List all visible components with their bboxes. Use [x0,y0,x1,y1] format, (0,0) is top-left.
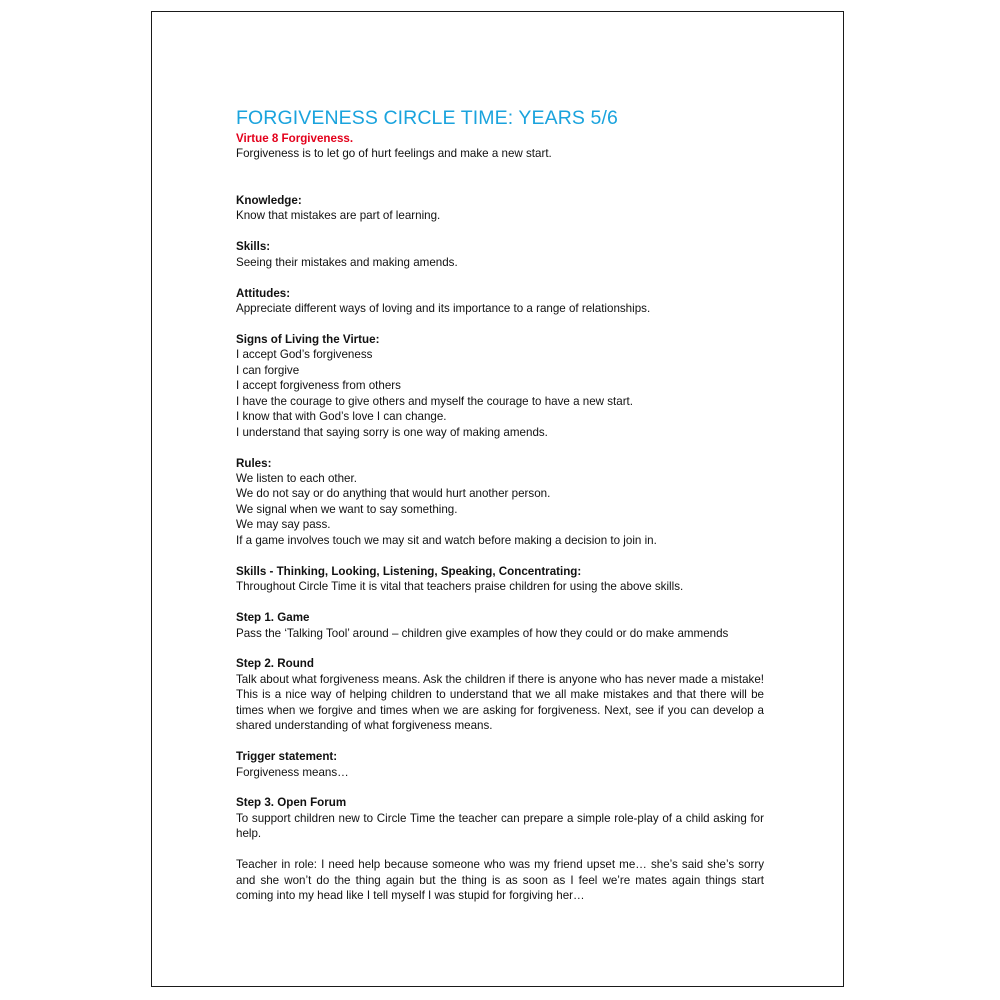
list-item: I know that with God’s love I can change. [236,410,447,424]
section-step-1 [236,610,764,641]
section-line: Appreciate different ways of loving and its importance to a range of relationships. [236,302,651,316]
section-heading: Step 3. Open Forum [236,796,347,810]
section-line: Know that mistakes are part of learning. [236,209,441,223]
section-attitudes [236,286,764,317]
list-item: If a game involves touch we may sit and watch before making a decision to join in. [236,533,657,547]
section-teacher-role [236,857,764,903]
list-item: I accept God’s forgiveness [236,348,373,362]
section-heading: Knowledge: [236,193,302,207]
list-item: I have the courage to give others and myself the courage to have a new start. [236,394,634,408]
section-line: Seeing their mistakes and making amends. [236,255,458,269]
section-heading: Signs of Living the Virtue: [236,332,380,346]
section-line: Forgiveness means… [236,765,349,779]
list-item: We may say pass. [236,518,331,532]
section-heading: Trigger statement: [236,750,338,764]
section-heading: Skills: [236,240,271,254]
section-heading: Step 1. Game [236,611,310,625]
section-skills-list [236,564,764,595]
section-step-2 [236,656,764,733]
list-item: I understand that saying sorry is one way of making amends. [236,425,548,439]
section-paragraph: Talk about what forgiveness means. Ask the children if there is anyone who has never made a mistake! This is a nice way of helping children to understand that we all make mistakes and that there will be times when we forgive and times when we are asking for forgiveness. Next, see if you can develop a shared understanding of what forgiveness means. [236,672,764,733]
section-trigger [236,749,764,780]
list-item: I accept forgiveness from others [236,379,401,393]
section-heading: Skills - Thinking, Looking, Listening, Speaking, Concentrating: [236,564,582,578]
list-item: We listen to each other. [236,472,357,485]
section-signs [236,332,764,440]
section-paragraph: Teacher in role: I need help because someone who was my friend upset me… she’s said she’s sorry and she won’t do the thing again but the thing is as soon as I feel we’re mates again things start coming into my head like I tell myself I was stupid for forgiving her… [236,858,764,903]
section-step-3 [236,795,764,841]
document-page [151,11,844,987]
page-title: FORGIVENESS CIRCLE TIME: YEARS 5/6 [236,107,618,129]
section-rules [236,456,764,549]
section-paragraph: To support children new to Circle Time the teacher can prepare a simple role-play of a child asking for help. [236,811,764,841]
list-item: We signal when we want to say something. [236,502,458,516]
section-skills [236,239,764,270]
section-knowledge [236,193,764,224]
list-item: We do not say or do anything that would hurt another person. [236,487,551,501]
list-item: I can forgive [236,363,300,377]
section-heading: Step 2. Round [236,657,314,671]
section-line: Pass the ‘Talking Tool’ around – children give examples of how they could or do make ammends [236,626,729,640]
section-heading: Rules: [236,456,272,470]
section-line: Throughout Circle Time it is vital that teachers praise children for using the above skills. [236,580,684,594]
virtue-subtitle: Virtue 8 Forgiveness. [236,132,354,145]
intro-text: Forgiveness is to let go of hurt feelings and make a new start. [236,147,552,161]
document-content [236,105,764,904]
section-heading: Attitudes: [236,286,291,300]
